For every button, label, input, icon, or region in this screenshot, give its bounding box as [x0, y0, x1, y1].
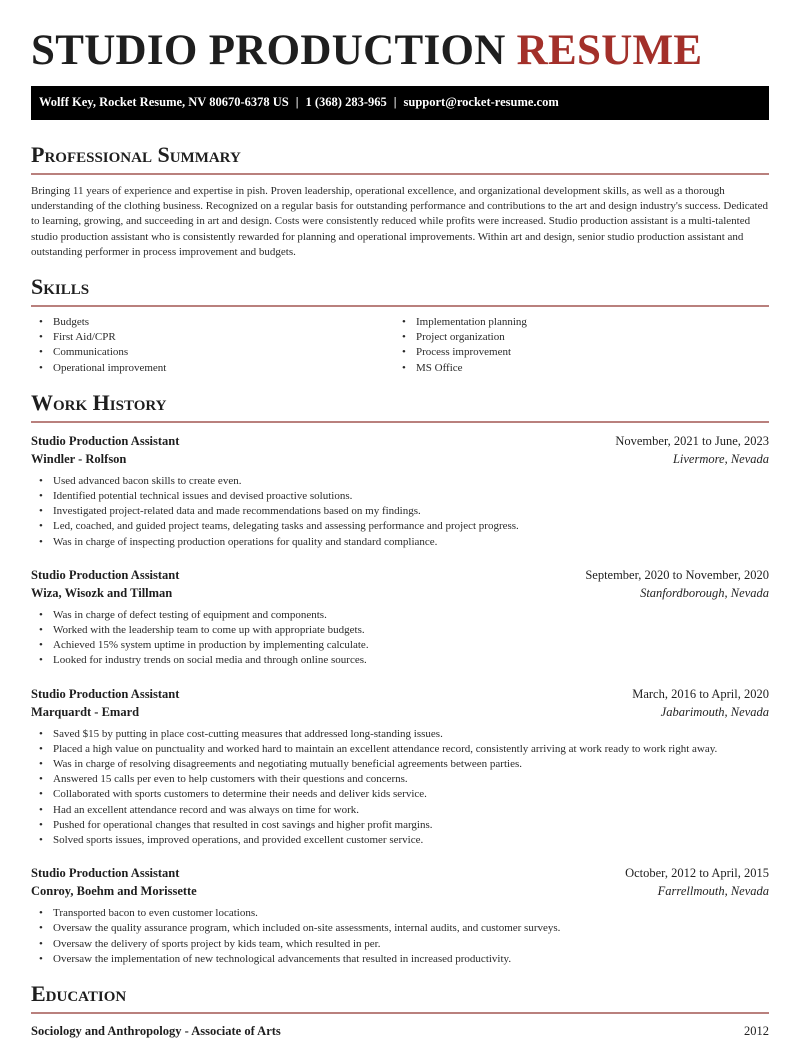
contact-bar: [31, 86, 769, 120]
skills-column-left: [31, 315, 394, 376]
job-entry: [31, 864, 769, 967]
list-item: • Oversaw the delivery of sports project by kids team, which resulted in per.: [31, 937, 769, 952]
list-item: • Investigated project-related data and made recommendations based on my findings.: [31, 504, 769, 519]
skills-list: [31, 315, 769, 376]
job-subheader: [31, 450, 769, 468]
list-item: • Communications: [31, 345, 394, 360]
education-heading: Education: [31, 981, 127, 1007]
job-location: Jabarimouth, Nevada: [660, 704, 769, 719]
job-title: Studio Production Assistant: [31, 866, 180, 881]
degree: Sociology and Anthropology - Associate of Arts: [31, 1024, 281, 1039]
job-title: Studio Production Assistant: [31, 567, 180, 582]
job-header: [31, 864, 769, 882]
job-dates: September, 2020 to November, 2020: [585, 567, 769, 582]
company: Windler - Rolfson: [31, 451, 127, 466]
list-item: • First Aid/CPR: [31, 330, 394, 345]
work-history: [31, 432, 769, 967]
list-item: • Implementation planning: [394, 315, 757, 330]
job-location: Livermore, Nevada: [672, 451, 769, 466]
email: support@rocket-resume.com: [403, 95, 559, 109]
job-bullets: [31, 474, 769, 550]
list-item: • Had an excellent attendance record and was always on time for work.: [31, 803, 769, 818]
skills-column-right: [394, 315, 757, 376]
job-dates: March, 2016 to April, 2020: [632, 686, 769, 701]
company: Conroy, Boehm and Morissette: [31, 884, 197, 899]
summary-heading: Professional Summary: [31, 142, 241, 167]
list-item: • Worked with the leadership team to come up with appropriate budgets.: [31, 623, 769, 638]
list-item: • Led, coached, and guided project teams, delegating tasks and assessing performance and project progress.: [31, 519, 769, 534]
list-item: • Budgets: [31, 315, 394, 330]
resume-title: [31, 28, 769, 74]
list-item: • Oversaw the quality assurance program, which included on-site assessments, internal audits, and customer surveys.: [31, 921, 769, 936]
job-location: Stanfordborough, Nevada: [640, 585, 769, 600]
separator: |: [393, 95, 397, 109]
title-accent: RESUME: [516, 27, 703, 74]
list-item: • Transported bacon to even customer locations.: [31, 906, 769, 921]
list-item: • Saved $15 by putting in place cost-cutting measures that addressed long-standing issues.: [31, 727, 769, 742]
list-item: • Pushed for operational changes that resulted in cost savings and higher profit margins.: [31, 818, 769, 833]
list-item: • Process improvement: [394, 345, 757, 360]
company: Wiza, Wisozk and Tillman: [31, 585, 173, 600]
list-item: • Project organization: [394, 330, 757, 345]
job-dates: November, 2021 to June, 2023: [615, 433, 769, 448]
address: Wolff Key, Rocket Resume, NV 80670-6378 US: [39, 95, 289, 109]
list-item: • Was in charge of defect testing of equipment and components.: [31, 608, 769, 623]
job-bullets: [31, 727, 769, 849]
list-item: • Answered 15 calls per even to help customers with their questions and concerns.: [31, 772, 769, 787]
job-bullets: [31, 906, 769, 967]
divider: [31, 421, 769, 423]
list-item: • Operational improvement: [31, 361, 394, 376]
list-item: • Used advanced bacon skills to create even.: [31, 474, 769, 489]
list-item: • Was in charge of resolving disagreements and negotiating mutually beneficial agreements between parties.: [31, 757, 769, 772]
education-entry: [31, 1022, 769, 1040]
job-bullets: [31, 608, 769, 669]
summary-text: Bringing 11 years of experience and expertise in pish. Proven leadership, operational excellence, and organizational development skills, as well as a thorough understanding of the clothing business. Recognized on a regular basis for outstanding performance and contributions to the art and design industry's success. Dedicated to learning, growing, and succeeding in art and design. Costs were consistently reduced while profits were increased. Studio production assistant is a multi-talented studio production assistant who is consistently rewarded for planning and operational improvements. Within art and design, senior studio production assistant and outstanding performer in process improvement and budgets.: [31, 185, 768, 258]
list-item: • Looked for industry trends on social media and through online sources.: [31, 653, 769, 668]
job-header: [31, 685, 769, 703]
job-dates: October, 2012 to April, 2015: [625, 866, 769, 881]
job-entry: [31, 432, 769, 550]
divider: [31, 173, 769, 175]
job-header: [31, 432, 769, 450]
list-item: • Solved sports issues, improved operations, and provided excellent customer service.: [31, 833, 769, 848]
skills-heading: Skills: [31, 274, 90, 300]
list-item: • Was in charge of inspecting production operations for quality and standard compliance.: [31, 535, 769, 550]
divider: [31, 1012, 769, 1014]
list-item: • Identified potential technical issues and devised proactive solutions.: [31, 489, 769, 504]
job-subheader: [31, 703, 769, 721]
phone: 1 (368) 283-965: [305, 95, 387, 109]
education-year: 2012: [744, 1024, 769, 1039]
list-item: • Achieved 15% system uptime in production by implementing calculate.: [31, 638, 769, 653]
job-subheader: [31, 882, 769, 900]
job-subheader: [31, 584, 769, 602]
list-item: • Oversaw the implementation of new technological advancements that resulted in increased productivity.: [31, 952, 769, 967]
job-location: Farrellmouth, Nevada: [657, 884, 769, 899]
job-title: Studio Production Assistant: [31, 433, 180, 448]
job-entry: [31, 685, 769, 849]
list-item: • Collaborated with sports customers to determine their needs and deliver kids service.: [31, 787, 769, 802]
work-heading: Work History: [31, 389, 167, 415]
company: Marquardt - Emard: [31, 704, 140, 719]
job-entry: [31, 566, 769, 669]
list-item: • Placed a high value on punctuality and worked hard to maintain an excellent attendance record, consistently arriving at work ready to work right away.: [31, 742, 769, 757]
job-title: Studio Production Assistant: [31, 686, 180, 701]
divider: [31, 305, 769, 307]
job-header: [31, 566, 769, 584]
separator: |: [295, 95, 299, 109]
list-item: • MS Office: [394, 361, 757, 376]
title-main: STUDIO PRODUCTION: [31, 27, 506, 74]
